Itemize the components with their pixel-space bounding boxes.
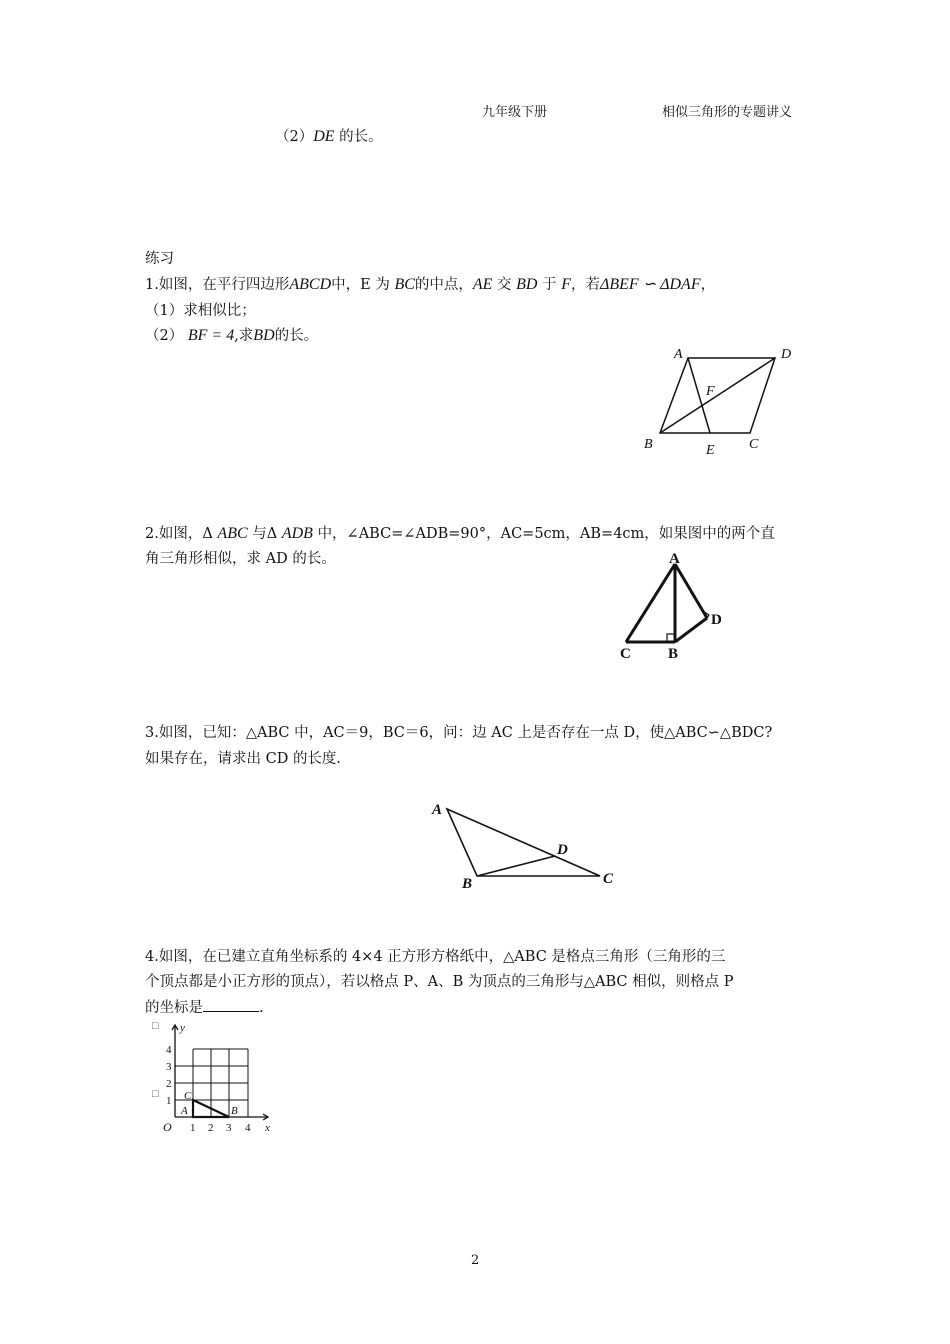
segment-ad xyxy=(675,564,707,618)
label-a: A xyxy=(674,347,683,362)
q4-line2: 个顶点都是小正方形的顶点），若以格点 P、A、B 为顶点的三角形与△ABC 相似，则格点 P xyxy=(145,974,734,990)
y-tick-label: 2 xyxy=(166,1078,172,1090)
label-e: E xyxy=(706,443,715,458)
label-c: C xyxy=(603,871,614,887)
q2-line1: 2.如图，Δ ABC 与Δ ADB 中，∠ABC=∠ADB=90°，AC=5cm，AB=4cm，如果图中的两个直 xyxy=(145,525,775,542)
marker-square: □ xyxy=(152,1088,159,1100)
q2-line2: 角三角形相似，求 AD 的长。 xyxy=(145,551,336,567)
x-tick-label: 4 xyxy=(245,1122,251,1134)
page-number: 2 xyxy=(471,1253,480,1268)
x-tick-label: 2 xyxy=(208,1122,214,1134)
y-axis-label: y xyxy=(180,1022,185,1034)
label-a: A xyxy=(432,802,443,818)
label-c: C xyxy=(749,437,759,452)
segment-bd xyxy=(477,856,555,876)
origin-label: O xyxy=(163,1120,172,1134)
segment-db xyxy=(675,618,707,642)
q4-coordinate-grid-figure xyxy=(148,1015,278,1140)
q1-sub2: （2） BF = 4,求BD的长。 xyxy=(145,327,319,344)
q1-line1: 1.如图，在平行四边形ABCD中，E 为 BC的中点，AE 交 BD 于 F，若ΔBEF ∽ ΔDAF， xyxy=(145,276,716,293)
y-tick-label: 1 xyxy=(166,1095,172,1107)
q4-line1: 4.如图，在已建立直角坐标系的 4×4 正方形方格纸中，△ABC 是格点三角形（三角形的三 xyxy=(145,949,726,965)
q2-right-triangles-figure xyxy=(612,548,737,663)
label-d: D xyxy=(711,612,722,628)
q1-parallelogram-figure xyxy=(630,340,800,465)
label-b: B xyxy=(231,1105,238,1117)
q1-sub1: （1）求相似比； xyxy=(145,303,256,319)
label-a: A xyxy=(669,551,680,567)
label-d: D xyxy=(557,842,568,858)
label-b: B xyxy=(462,876,473,892)
label-c: C xyxy=(620,646,631,662)
x-axis-label: x xyxy=(265,1122,270,1134)
y-tick-label: 4 xyxy=(166,1044,172,1056)
y-tick-label: 3 xyxy=(166,1061,172,1073)
section-title: 练习 xyxy=(145,251,174,267)
q4-line3: 的坐标是 . xyxy=(145,997,264,1019)
header-topic: 相似三角形的专题讲义 xyxy=(662,105,793,120)
triangle-abc xyxy=(447,809,600,876)
header-grade: 九年级下册 xyxy=(482,105,548,120)
label-f: F xyxy=(706,384,715,399)
q3-triangle-figure xyxy=(425,795,625,895)
q3-line2: 如果存在，请求出 CD 的长度． xyxy=(145,751,351,767)
label-a: A xyxy=(181,1105,188,1117)
label-b: B xyxy=(644,437,653,452)
segment-ac xyxy=(626,564,675,642)
answer-blank[interactable] xyxy=(203,997,259,1012)
marker-square: □ xyxy=(152,1020,159,1032)
x-tick-label: 3 xyxy=(226,1122,232,1134)
x-tick-label: 1 xyxy=(190,1122,196,1134)
label-c: C xyxy=(184,1090,192,1102)
segment-bd xyxy=(660,358,775,433)
q3-line1: 3.如图，已知：△ABC 中，AC＝9，BC＝6，问：边 AC 上是否存在一点 D，使△ABC∽△BDC? xyxy=(145,725,773,741)
prev-item-line: （2）DE 的长。 xyxy=(275,128,383,145)
label-b: B xyxy=(668,646,679,662)
label-d: D xyxy=(781,347,792,362)
